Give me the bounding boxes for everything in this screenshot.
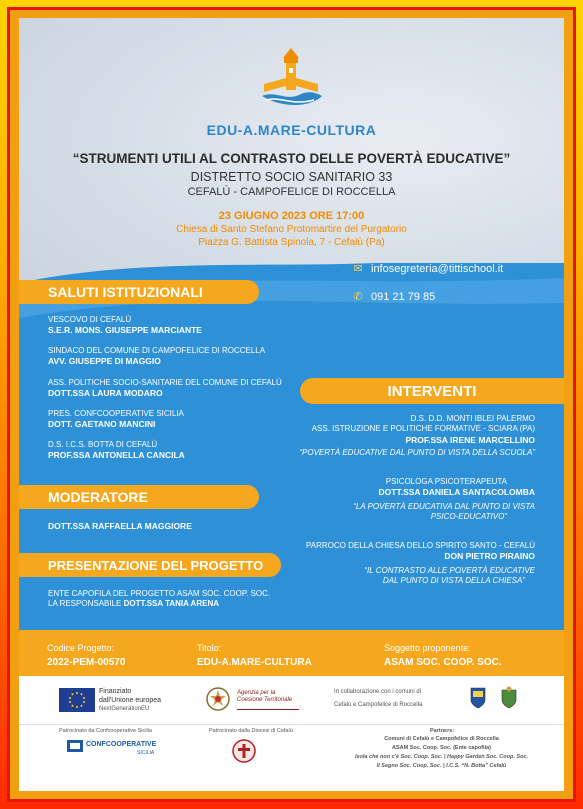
collab-text-1: In collaborazione con i comuni di xyxy=(334,689,422,695)
brand-title: EDU-A.MARE-CULTURA xyxy=(206,122,377,138)
interventi-topic-3b: DAL PUNTO DI VISTA DELLA CHIESA” xyxy=(382,576,525,585)
eu-text-2: dall'Unione europea xyxy=(99,697,162,704)
event-venue: Chiesa di Santo Stefano Protomartire del Purgatorio xyxy=(176,224,407,235)
confcoop-logo-text: CONFCOOPERATIVE xyxy=(86,741,157,748)
italian-emblem-icon xyxy=(205,685,231,713)
interventi-topic-2b: PSICO-EDUCATIVO” xyxy=(430,512,507,521)
confcoop-logo-icon xyxy=(67,740,83,752)
interventi-name-3: DON PIETRO PIRAINO xyxy=(444,551,535,561)
interventi-role-2: PSICOLOGA PSICOTERAPEUTA xyxy=(385,477,507,486)
district-label: DISTRETTO SOCIO SANITARIO 33 xyxy=(190,170,393,184)
partner-3: Isola che non c'è Soc. Coop. Soc. | Happy Garden Soc. Coop. Soc. xyxy=(354,754,529,760)
envelope-icon: ✉ xyxy=(353,263,363,275)
confcoop-logo-sub: SICILIA xyxy=(137,750,155,756)
saluti-role-3: ASS. POLITICHE SOCIO-SANITARIE DEL COMUNE DI CEFALÙ xyxy=(48,378,282,387)
partners-title: Partners: xyxy=(430,728,455,734)
saluti-role-1: VESCOVO DI CEFALÙ xyxy=(48,315,132,324)
agency-logo-text: Agenzia per la Coesione Territoriale xyxy=(237,690,299,710)
collab-text-2: Cefalù e Campofelice di Roccella xyxy=(334,702,423,708)
saluti-name-3: DOTT.SSA LAURA MODARO xyxy=(48,388,163,398)
patron-diocesi: Patrocinato dalla Diocesi di Cefalù xyxy=(209,728,293,734)
saluti-header: SALUTI ISTITUZIONALI xyxy=(19,280,259,304)
interventi-name-1: PROF.SSA IRENE MARCELLINO xyxy=(405,435,535,445)
project-code-label: Codice Progetto: xyxy=(47,643,115,653)
project-proposer-label: Soggetto proponente: xyxy=(384,643,471,653)
saluti-role-5: D.S. I.C.S. BOTTA DI CEFALÙ xyxy=(48,440,158,449)
partner-4: Il Segno Soc. Coop. Soc. | I.C.S. “N. Botta” Cefalù xyxy=(376,763,507,769)
saluti-name-2: AVV. GIUSEPPE DI MAGGIO xyxy=(48,356,161,366)
saluti-role-2: SINDACO DEL COMUNE DI CAMPOFELICE DI ROCCELLA xyxy=(48,346,266,355)
cefalu-crest-icon xyxy=(469,686,487,710)
saluti-role-4: PRES. CONFCOOPERATIVE SICILIA xyxy=(48,409,184,418)
phone-icon: ✆ xyxy=(353,291,363,303)
project-code-value: 2022-PEM-00570 xyxy=(47,657,126,668)
project-title-label: Titolo: xyxy=(197,643,222,653)
lighthouse-logo-icon xyxy=(256,44,326,114)
interventi-role-1b: ASS. ISTRUZIONE E POLITICHE FORMATIVE - SCIARA (PA) xyxy=(311,424,535,433)
event-poster xyxy=(19,18,564,791)
presentazione-prefix: LA RESPONSABILE xyxy=(48,599,124,608)
contact-email[interactable] xyxy=(352,262,503,275)
contact-phone[interactable] xyxy=(352,290,435,303)
moderatore-header: MODERATORE xyxy=(19,485,259,509)
saluti-name-1: S.E.R. MONS. GIUSEPPE MARCIANTE xyxy=(48,325,202,335)
eu-text-3: NextGenerationEU xyxy=(99,706,150,712)
moderatore-name: DOTT.SSA RAFFAELLA MAGGIORE xyxy=(48,521,192,531)
email-text: infosegreteria@tittischool.it xyxy=(371,262,504,275)
campofelice-crest-icon xyxy=(499,686,519,710)
presentazione-line-1: ENTE CAPOFILA DEL PROGETTO ASAM SOC. COOP. SOC. xyxy=(48,589,271,598)
footer-separator xyxy=(19,724,564,725)
project-title-value: EDU-A.MARE-CULTURA xyxy=(197,657,312,668)
interventi-name-2: DOTT.SSA DANIELA SANTACOLOMBA xyxy=(378,487,535,497)
project-proposer-value: ASAM SOC. COOP. SOC. xyxy=(384,657,502,668)
saluti-name-4: DOTT. GAETANO MANCINI xyxy=(48,419,156,429)
towns-label: CEFALÙ - CAMPOFELICE DI ROCCELLA xyxy=(187,186,396,198)
project-info-band xyxy=(19,630,564,676)
partner-2: ASAM Soc. Coop. Soc. (Ente capofila) xyxy=(391,745,491,751)
interventi-role-1a: D.S. D.D. MONTI IBLEI PALERMO xyxy=(410,414,535,423)
presentazione-header: PRESENTAZIONE DEL PROGETTO xyxy=(19,553,281,577)
presentazione-name: DOTT.SSA TANIA ARENA xyxy=(123,599,219,608)
interventi-role-3: PARROCO DELLA CHIESA DELLO SPIRITO SANTO - CEFALÙ xyxy=(306,541,535,550)
phone-text: 091 21 79 85 xyxy=(371,290,436,303)
partner-1: Comuni di Cefalù e Campofelice di Roccella xyxy=(384,736,499,742)
eu-text-1: Finanziato xyxy=(99,688,132,695)
event-address: Piazza G. Battista Spinola, 7 - Cefalù (Pa) xyxy=(198,237,385,248)
diocesi-seal-icon xyxy=(231,738,257,764)
presentazione-line-2 xyxy=(48,599,219,609)
interventi-header: INTERVENTI xyxy=(300,378,564,404)
saluti-name-5: PROF.SSA ANTONELLA CANCILA xyxy=(48,450,185,460)
event-date: 23 GIUGNO 2023 ORE 17:00 xyxy=(218,210,365,222)
interventi-topic-3a: “IL CONTRASTO ALLE POVERTÀ EDUCATIVE xyxy=(364,566,535,575)
patron-confcoop: Patrocinato da Confcooperative Sicilia xyxy=(59,728,152,734)
eu-flag-icon xyxy=(59,688,95,712)
interventi-topic-1: “POVERTÀ EDUCATIVE DAL PUNTO DI VISTA DELLA SCUOLA” xyxy=(299,448,535,457)
event-headline: “STRUMENTI UTILI AL CONTRASTO DELLE POVERTÀ EDUCATIVE” xyxy=(72,151,511,166)
interventi-topic-2a: “LA POVERTÀ EDUCATIVA DAL PUNTO DI VISTA xyxy=(353,502,535,511)
